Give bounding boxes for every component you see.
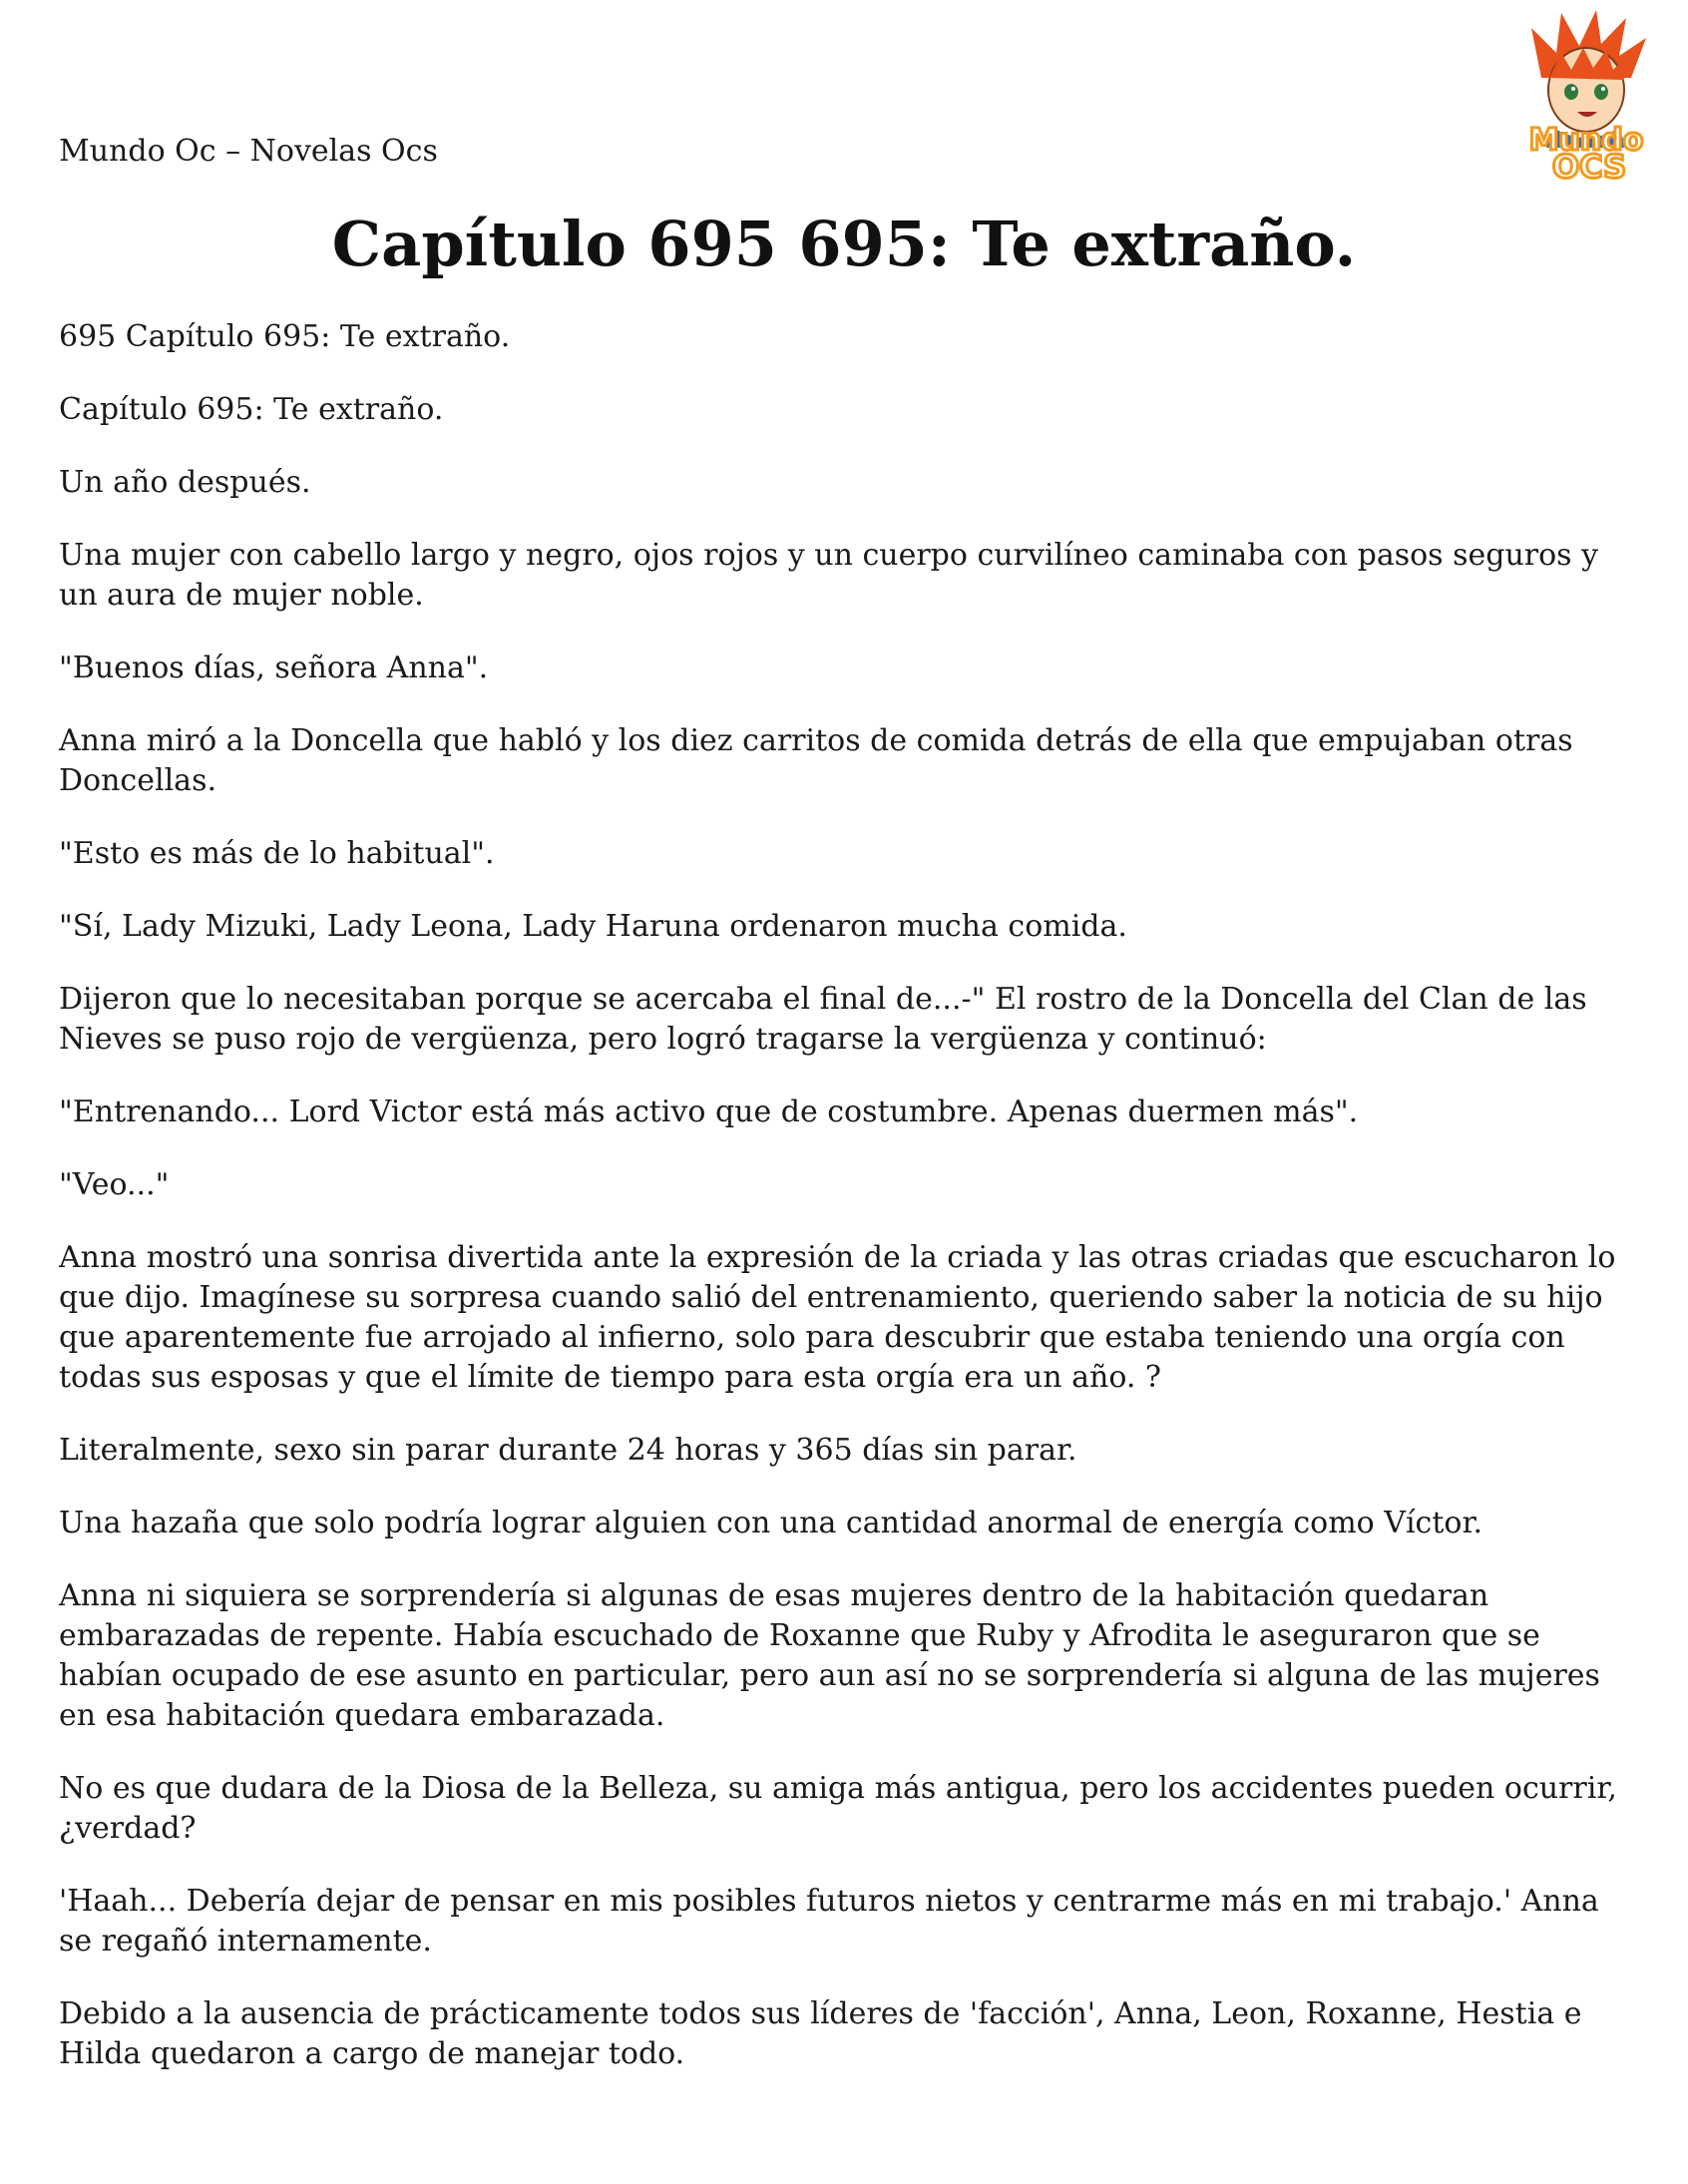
paragraph: "Sí, Lady Mizuki, Lady Leona, Lady Haruna ordenaron mucha comida. xyxy=(59,909,1127,944)
site-name: Mundo Oc – Novelas Ocs xyxy=(59,134,438,169)
paragraph: "Esto es más de lo habitual". xyxy=(59,836,495,871)
paragraph: No es que dudara de la Diosa de la Belleza, su amiga más antigua, pero los accidentes pueden ocurrir, ¿verdad? xyxy=(59,1771,1617,1846)
paragraph: Anna mostró una sonrisa divertida ante la expresión de la criada y las otras criadas que escucharon lo que dijo. Imagínese su sorpresa cuando salió del entrenamiento, queriendo saber la noticia de su hijo que aparentemente fue arrojado al infierno, solo para descubrir que estaba teniendo una orgía con todas sus esposas y que el límite de tiempo para esta orgía era un año. ? xyxy=(59,1240,1616,1395)
paragraph: 'Haah... Debería dejar de pensar en mis posibles futuros nietos y centrarme más en mi trabajo.' Anna se regañó internamente. xyxy=(59,1884,1599,1959)
logo-text-top: Mundo xyxy=(1528,123,1644,158)
chapter-body xyxy=(59,317,1630,2107)
logo-text-bottom: OCS xyxy=(1551,148,1627,183)
paragraph: Una hazaña que solo podría lograr alguien con una cantidad anormal de energía como Víctor. xyxy=(59,1506,1483,1540)
paragraph: Anna miró a la Doncella que habló y los diez carritos de comida detrás de ella que empujaban otras Doncellas. xyxy=(59,723,1573,798)
paragraph: Capítulo 695: Te extraño. xyxy=(59,392,444,427)
paragraph: "Veo..." xyxy=(59,1167,170,1202)
paragraph: "Entrenando... Lord Victor está más activo que de costumbre. Apenas duermen más". xyxy=(59,1094,1359,1129)
paragraph: 695 Capítulo 695: Te extraño. xyxy=(59,319,511,354)
paragraph: Dijeron que lo necesitaban porque se acercaba el final de...-" El rostro de la Doncella del Clan de las Nieves se puso rojo de vergüenza, pero logró tragarse la vergüenza y continuó: xyxy=(59,982,1587,1057)
anime-character-logo-icon xyxy=(1501,8,1671,183)
paragraph: Un año después. xyxy=(59,465,311,500)
paragraph: Debido a la ausencia de prácticamente todos sus líderes de 'facción', Anna, Leon, Roxanne, Hestia e Hilda quedaron a cargo de manejar todo. xyxy=(59,1996,1582,2071)
paragraph: Una mujer con cabello largo y negro, ojos rojos y un cuerpo curvilíneo caminaba con pasos seguros y un aura de mujer noble. xyxy=(59,538,1599,613)
paragraph: Literalmente, sexo sin parar durante 24 horas y 365 días sin parar. xyxy=(59,1433,1077,1468)
chapter-title: Capítulo 695 695: Te extraño. xyxy=(331,208,1357,280)
paragraph: Anna ni siquiera se sorprendería si algunas de esas mujeres dentro de la habitación quedaran embarazadas de repente. Había escuchado de Roxanne que Ruby y Afrodita le aseguraron que se habían ocupado de ese asunto en particular, pero aun así no se sorprendería si alguna de las mujeres en esa habitación quedara embarazada. xyxy=(59,1578,1600,1733)
paragraph: "Buenos días, señora Anna". xyxy=(59,651,489,685)
